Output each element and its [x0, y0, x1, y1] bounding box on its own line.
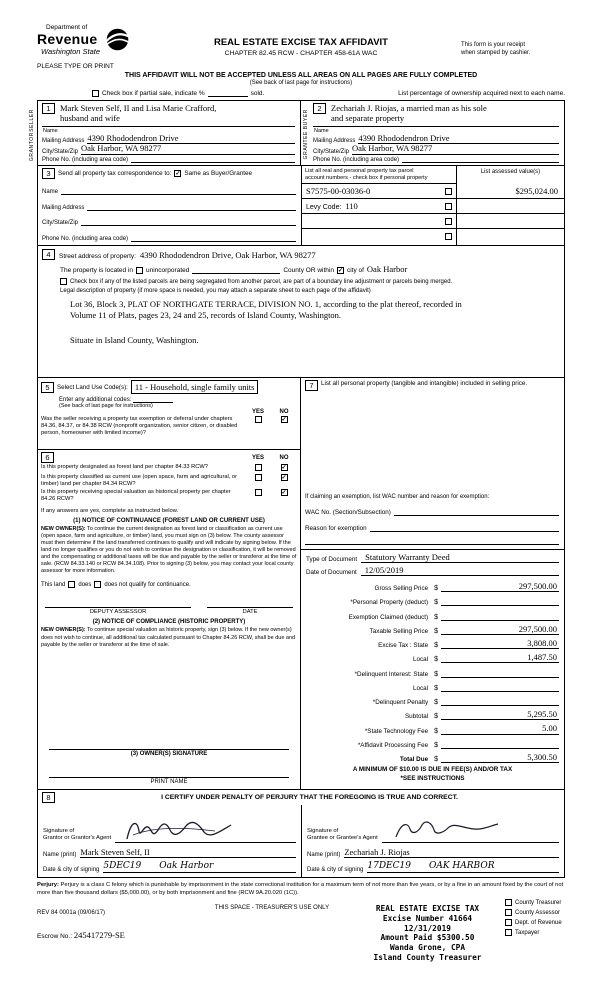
- dollar-sign: $: [434, 585, 438, 593]
- partial-sale-label: Check box if partial sale, indicate %: [102, 90, 205, 97]
- exemption-reason-extra-field[interactable]: [305, 544, 559, 545]
- seller-mailing-address-field[interactable]: 4390 Rhododendron Drive: [87, 134, 295, 144]
- forest-land-question: Is this property designated as forest land per chapter 84.33 RCW?: [41, 464, 208, 470]
- grantor-signature-label: Signature of Grantor or Grantor's Agent: [43, 827, 112, 841]
- legal-description-text[interactable]: Lot 36, Block 3, PLAT OF NORTHGATE TERRACE, DIVISION NO. 1, according to the plat thereof, recorded in Volume 11 of Plats, pages 23, 24 and 25, records of Island County, Washington.: [70, 299, 462, 321]
- copy-item: County Assessor: [505, 909, 597, 916]
- personal-property-checkbox[interactable]: [445, 218, 452, 225]
- section-6-classification: [38, 450, 300, 789]
- grantor-date-city-field[interactable]: 5DEC19 Oak Harbor: [103, 862, 296, 873]
- receipt-note-line: when stamped by cashier.: [461, 49, 531, 56]
- additional-codes-label: Enter any additional codes:: [59, 397, 132, 403]
- unincorporated-checkbox[interactable]: [136, 267, 143, 274]
- tax-row-personal-property-deduct: *Personal Property (deduct) $: [306, 592, 559, 606]
- field-label: Phone No. (including area code): [42, 236, 129, 242]
- partial-sale-checkbox[interactable]: [92, 90, 99, 97]
- tax-row-exemption-claimed: Exemption Claimed (deduct) $: [306, 606, 559, 620]
- field-label: Mailing Address: [313, 138, 356, 145]
- seller-city-state-zip-field[interactable]: Oak Harbor, WA 98277: [81, 144, 295, 154]
- field-label: Name: [43, 128, 58, 134]
- dollar-sign: $: [434, 699, 438, 707]
- grantor-signature-block: [38, 805, 301, 877]
- land-use-code-field[interactable]: 11 - Household, single family units: [131, 380, 259, 394]
- escrow-number-value: 245417279-SE: [73, 930, 125, 941]
- forest-land-no-checkbox[interactable]: ✓: [281, 465, 287, 471]
- personal-property-checkbox[interactable]: [445, 203, 452, 210]
- footer-area: [37, 899, 565, 981]
- field-label: Name: [42, 188, 59, 195]
- buyer-city-state-zip-field[interactable]: Oak Harbor, WA 98277: [352, 144, 559, 154]
- county-or-within-label: County OR within: [283, 267, 334, 274]
- send-correspondence-label: Send all property tax correspondence to:: [58, 170, 172, 177]
- exemption-yes-checkbox[interactable]: [255, 416, 262, 423]
- seller-section: [29, 100, 301, 166]
- seller-phone-field[interactable]: [131, 155, 295, 163]
- field-label: Phone No. (including area code): [42, 156, 129, 163]
- personal-property-checkbox[interactable]: [445, 188, 452, 195]
- exemption-no-checkbox[interactable]: ✓: [281, 417, 287, 423]
- yes-header: YES: [251, 454, 264, 461]
- tax-row-gross-selling-price: Gross Selling Price $ 297,500.00: [374, 580, 557, 593]
- does-checkbox[interactable]: [68, 581, 75, 588]
- tax-row-delinquent-interest-local: Local $: [306, 678, 559, 692]
- see-back-instructions: (See back of last page for instructions): [59, 403, 153, 409]
- copy-item: County Treasurer: [505, 899, 597, 906]
- section-7-personal-property: [301, 378, 564, 550]
- dollar-sign: $: [434, 670, 438, 678]
- county-assessor-checkbox[interactable]: [505, 909, 512, 916]
- receipt-note-line: This form is your receipt: [461, 42, 526, 48]
- street-address-label: Street address of property:: [59, 253, 136, 260]
- excise-tax-state-field[interactable]: 3,808.00: [441, 639, 559, 649]
- current-use-question: Is this property classified as current use (open space, farm and agricultural, or timber) land per chapter 84.34 RCW?: [41, 474, 237, 488]
- section-number-7: 7: [305, 380, 318, 391]
- section-number-6: 6: [41, 452, 54, 463]
- field-label: Phone No. (including area code): [313, 156, 400, 163]
- field-label: Mailing Address: [42, 204, 85, 211]
- assessed-value-blank-field[interactable]: [457, 199, 564, 214]
- total-due-field[interactable]: 5,300.50: [441, 753, 559, 763]
- section-4-property: [37, 246, 565, 378]
- subtotal-field[interactable]: 5,295.50: [441, 710, 559, 720]
- this-land-label: This land: [41, 581, 66, 588]
- land-use-label: Select Land Use Code(s):: [57, 383, 128, 391]
- dollar-sign: $: [434, 613, 438, 621]
- correspondence-address-field[interactable]: [87, 203, 296, 211]
- tax-row-excise-tax-local: Local $ 1,487.50: [413, 652, 557, 664]
- wac-label: WAC No. (Section/Subsection): [305, 509, 391, 516]
- deputy-date-field[interactable]: [207, 600, 293, 608]
- correspondence-phone-field[interactable]: [131, 234, 296, 242]
- city-checkbox[interactable]: ✓: [337, 268, 343, 274]
- escrow-number: Escrow No.: 245417279-SE: [37, 930, 125, 941]
- partial-sale-row: [92, 90, 565, 97]
- seller-side-label: SELLER GRANTOR: [29, 109, 35, 161]
- exemption-reason-field[interactable]: [370, 524, 559, 532]
- see-back-note: (See back of last page for instructions): [249, 80, 353, 86]
- taxable-selling-price-field[interactable]: 297,500.00: [441, 625, 559, 635]
- deputy-assessor-label: DEPUTY ASSESSOR: [89, 609, 147, 616]
- gross-selling-price-field[interactable]: 297,500.00: [441, 582, 559, 592]
- if-yes-note: If any answers are yes, complete as instructed below.: [41, 507, 179, 514]
- parties-row: [29, 100, 565, 166]
- partial-sale-sold-label: sold.: [250, 90, 265, 97]
- legal-description-label: Legal description of property (if more space is needed, you may attach a separate sheet to each page of the affidavit): [60, 288, 371, 294]
- same-as-buyer-checkbox[interactable]: ✓: [175, 171, 181, 177]
- field-label: City/State/Zip: [313, 148, 350, 155]
- does-not-checkbox[interactable]: [94, 581, 101, 588]
- grantee-print-name-field[interactable]: Zechariah J. Riojas: [344, 848, 559, 858]
- tax-row-delinquent-interest-state: *Delinquent Interest: State $: [306, 663, 559, 677]
- dept-of-revenue-checkbox[interactable]: [505, 919, 512, 926]
- date-label: DATE: [242, 609, 258, 616]
- notice-compliance-text: NEW OWNER(S): To continue special valuation as historic property, sign (3) below. If the new owner(s) does not wish to continue, all additional tax calculated pursuant to Chapter 84.26 RCW, shall be due and payable by the seller or transferor at the time of sale.: [41, 627, 296, 648]
- print-name-label: PRINT NAME: [150, 779, 188, 785]
- section-number-1: 1: [42, 103, 55, 114]
- section-3-correspondence: [37, 166, 565, 246]
- forest-land-yes-checkbox[interactable]: [255, 464, 262, 471]
- deputy-assessor-signature-field[interactable]: [45, 600, 191, 608]
- current-use-no-checkbox[interactable]: ✓: [281, 475, 287, 481]
- situate-line: Situate in Island County, Washington.: [70, 334, 199, 345]
- no-header: NO: [279, 454, 289, 461]
- notice-continuance-text: NEW OWNER(S): To continue the current designation as forest land or classification as current use (open space, farm and agriculture, or timber) land, you must sign on (3) below. The county assessor must then determine if the land transferred continues to qualify and will indicate by signing below. If the land no longer qualifies or you do not wish to continue the designation or classification, it will be removed and the compensating or additional taxes will be due and payable by the seller or transferor at the time of sale. (RCW 84.33.140 or RCW 84.34.108). Prior to signing (3) below, you may contact your local county assessor for more information.: [41, 525, 297, 575]
- segregated-checkbox[interactable]: [60, 278, 67, 285]
- section-8-signatures: [37, 790, 565, 878]
- city-of-label: city of: [346, 267, 364, 274]
- historic-property-question: Is this property receiving special valuation as historical property per chapter 84.26 RCW?: [41, 489, 231, 503]
- notice-compliance-title: (2) NOTICE OF COMPLIANCE (HISTORIC PROPERTY): [92, 619, 246, 626]
- county-field[interactable]: [192, 273, 280, 274]
- parcel-row: [302, 214, 456, 229]
- levy-code-value[interactable]: 110: [345, 201, 358, 211]
- dollar-sign: $: [434, 642, 438, 650]
- wac-number-field[interactable]: [394, 508, 559, 516]
- continuance-qualify-row: [41, 581, 297, 588]
- doc-type-field[interactable]: Statutory Warranty Deed: [361, 552, 559, 563]
- city-value[interactable]: Oak Harbor: [366, 264, 408, 274]
- correspondence-city-state-zip-field[interactable]: [81, 218, 296, 226]
- tax-row-delinquent-penalty: *Delinquent Penalty $: [306, 692, 559, 706]
- dept-of-label: Department of: [46, 24, 88, 31]
- grantee-signature-scribble: [386, 817, 516, 845]
- grantor-print-name-field[interactable]: Mark Steven Self, II: [80, 848, 296, 858]
- tax-row-total-due: Total Due $ 5,300.50: [399, 751, 557, 764]
- excise-tax-local-field[interactable]: 1,487.50: [441, 653, 559, 663]
- section-number-4: 4: [42, 249, 55, 260]
- dollar-sign: $: [434, 727, 438, 735]
- correspondence-name-field[interactable]: [61, 187, 296, 195]
- county-treasurer-checkbox[interactable]: [505, 899, 512, 906]
- form-header: [37, 24, 565, 72]
- located-in-label: The property is located in: [60, 267, 133, 274]
- field-label: Date & city of signing: [43, 867, 100, 873]
- dollar-sign: $: [434, 756, 438, 764]
- dept-state-label: Washington State: [41, 47, 101, 56]
- historic-no-checkbox[interactable]: ✓: [281, 490, 287, 497]
- tax-row-taxable-selling-price: Taxable Selling Price $ 297,500.00: [369, 623, 557, 635]
- grantee-date-city-field[interactable]: 17DEC19 OAK HARBOR: [367, 862, 559, 873]
- dollar-sign: $: [434, 656, 438, 664]
- tax-row-subtotal: Subtotal $ 5,295.50: [404, 709, 557, 721]
- doc-date-field[interactable]: 12/05/2019: [361, 565, 559, 576]
- parcel-number-value[interactable]: S7575-00-03036-0: [306, 186, 371, 196]
- state-technology-fee-field[interactable]: 5.00: [441, 724, 559, 734]
- buyer-phone-field[interactable]: [402, 155, 559, 163]
- section-number-3: 3: [42, 168, 55, 179]
- dept-name-label: Revenue: [37, 31, 98, 47]
- treasurer-space-note: THIS SPACE - TREASURER'S USE ONLY: [214, 905, 330, 912]
- dollar-sign: $: [434, 713, 438, 721]
- exemption-claim-label: If claiming an exemption, list WAC number and reason for exemption:: [305, 494, 490, 500]
- assessed-value-blank-field[interactable]: [457, 229, 564, 244]
- copy-item: Dept. of Revenue: [505, 919, 597, 926]
- field-label: Name (print): [43, 852, 77, 858]
- grantor-signature-field[interactable]: [115, 821, 296, 843]
- field-label: Name (print): [307, 852, 341, 858]
- form-revision-number: REV 84 0001a (09/06/17): [37, 910, 106, 917]
- current-use-yes-checkbox[interactable]: [255, 474, 262, 481]
- owners-signature-field[interactable]: [49, 740, 289, 750]
- dollar-sign: $: [434, 741, 438, 749]
- notice-continuance-title: (1) NOTICE OF CONTINUANCE (FOREST LAND OR CURRENT USE): [73, 517, 265, 524]
- unincorporated-label: unincorporated: [145, 267, 190, 274]
- same-as-buyer-label: Same as Buyer/Grantee: [184, 170, 252, 177]
- owners-signature-label: (3) OWNER(S) SIGNATURE: [130, 751, 208, 757]
- levy-code-label: Levy Code:: [306, 204, 342, 211]
- middle-columns: [37, 378, 565, 790]
- field-label: City/State/Zip: [42, 220, 79, 227]
- field-label: City/State/Zip: [42, 148, 79, 155]
- parcel-numbers-column: [301, 166, 457, 245]
- certify-statement: I CERTIFY UNDER PENALTY OF PERJURY THAT THE FOREGOING IS TRUE AND CORRECT.: [161, 794, 458, 801]
- doc-type-label: Type of Document: [306, 556, 358, 563]
- parcel-row: [302, 199, 456, 214]
- doc-date-label: Date of Document: [306, 569, 357, 576]
- yes-header: YES: [251, 409, 264, 415]
- tax-row-state-technology-fee: *State Technology Fee $ 5.00: [364, 723, 557, 735]
- section-number-8: 8: [42, 792, 55, 803]
- section-5-land-use: [38, 378, 300, 450]
- tax-row-excise-tax-state: Excise Tax : State $ 3,808.00: [378, 637, 557, 650]
- grantor-signature-scribble: [119, 817, 249, 845]
- personal-property-checkbox[interactable]: [445, 233, 452, 240]
- parcel-header: List all real and personal property tax parcel account numbers - check box if personal property: [302, 166, 456, 184]
- field-label: Date & city of signing: [307, 867, 364, 873]
- perjury-statement: Perjury: Perjury is a class C felony which is punishable by imprisonment in the state correctional institution for a maximum term of not more than five years, or by a fine in an amount fixed by the court of not more than five thousand dollars ($5,000.00), or by both imprisonment and fine (RCW 9A.20.020 (1C)).: [37, 882, 564, 896]
- street-address-value[interactable]: 4390 Rhododendron Drive, Oak Harbor, WA 98277: [139, 250, 316, 260]
- historic-yes-checkbox[interactable]: [255, 489, 262, 496]
- field-label: Mailing Address: [42, 138, 85, 145]
- form-title: REAL ESTATE EXCISE TAX AFFIDAVIT: [213, 37, 388, 48]
- buyer-side-label: BUYER GRANTEE: [303, 109, 309, 159]
- section-number-2: 2: [313, 103, 326, 114]
- treasurer-stamp: REAL ESTATE EXCISE TAX Excise Number 41664 12/31/2019 Amount Paid $5300.50 Wanda Grone, CPA Island County Treasurer: [373, 904, 482, 962]
- no-header: NO: [279, 409, 289, 415]
- please-type-or-print: PLEASE TYPE OR PRINT: [37, 63, 114, 70]
- reason-label: Reason for exemption: [305, 525, 367, 532]
- ownership-percentage-note: List percentage of ownership acquired next to each name.: [398, 90, 565, 97]
- tax-row-affidavit-processing-fee: *Affidavit Processing Fee $: [306, 735, 559, 749]
- buyer-section: [301, 100, 565, 166]
- does-label: does: [78, 581, 92, 588]
- field-label: Name: [314, 128, 329, 134]
- copy-distribution-list: [505, 899, 597, 939]
- grantee-signature-field[interactable]: [382, 821, 559, 843]
- dollar-sign: $: [434, 684, 438, 692]
- section-number-5: 5: [41, 382, 54, 393]
- assessed-value-header: List assessed value(s): [480, 169, 541, 175]
- dor-logo-block: [37, 24, 131, 56]
- print-name-field[interactable]: [49, 768, 289, 778]
- personal-property-label: List all personal property (tangible and intangible) included in selling price.: [321, 380, 528, 387]
- receipt-note: [461, 42, 543, 57]
- partial-sale-percent-field[interactable]: [208, 96, 248, 97]
- grantee-signature-label: Signature of Grantee or Grantee's Agent: [307, 827, 378, 841]
- revenue-logo-icon: [104, 26, 131, 53]
- warning-line: THIS AFFIDAVIT WILL NOT BE ACCEPTED UNLESS ALL AREAS ON ALL PAGES ARE FULLY COMPLETED: [124, 72, 478, 79]
- dollar-sign: $: [434, 599, 438, 607]
- taxpayer-checkbox[interactable]: [505, 929, 512, 936]
- assessed-value-column: [457, 166, 564, 245]
- assessed-value-blank-field[interactable]: [457, 214, 564, 229]
- copy-item: Taxpayer: [505, 929, 597, 936]
- parcel-row: [302, 229, 456, 244]
- seller-name-field[interactable]: Mark Steven Self, II and Lisa Marie Crafford, husband and wife: [60, 103, 217, 124]
- dollar-sign: $: [434, 627, 438, 635]
- grantee-signature-block: [301, 805, 564, 877]
- buyer-name-field[interactable]: Zechariah J. Riojas, a married man as his sole and separate property: [331, 103, 487, 124]
- excise-tax-table: [301, 576, 564, 763]
- does-not-label: does not qualify for continuance.: [104, 581, 191, 588]
- minimum-fee-note: A MINIMUM OF $10.00 IS DUE IN FEE(S) AND/OR TAX *SEE INSTRUCTIONS: [352, 766, 513, 782]
- buyer-mailing-address-field[interactable]: 4390 Rhododendron Drive: [358, 134, 559, 144]
- assessed-value[interactable]: $295,024.00: [515, 186, 558, 196]
- parcel-row: [302, 184, 456, 199]
- exemption-question: Was the seller receiving a property tax exemption or deferral under chapters 84.36, 84.37, or 84.38 RCW (nonprofit organization, senior citizen, or disabled person, homeowner with limited income)?: [41, 416, 238, 437]
- form-chapter: CHAPTER 82.45 RCW - CHAPTER 458-61A WAC: [224, 50, 378, 57]
- segregated-label: Check box if any of the listed parcels are being segregated from another parcel, are part of a boundary line adjustment or parcels being merged.: [70, 278, 453, 285]
